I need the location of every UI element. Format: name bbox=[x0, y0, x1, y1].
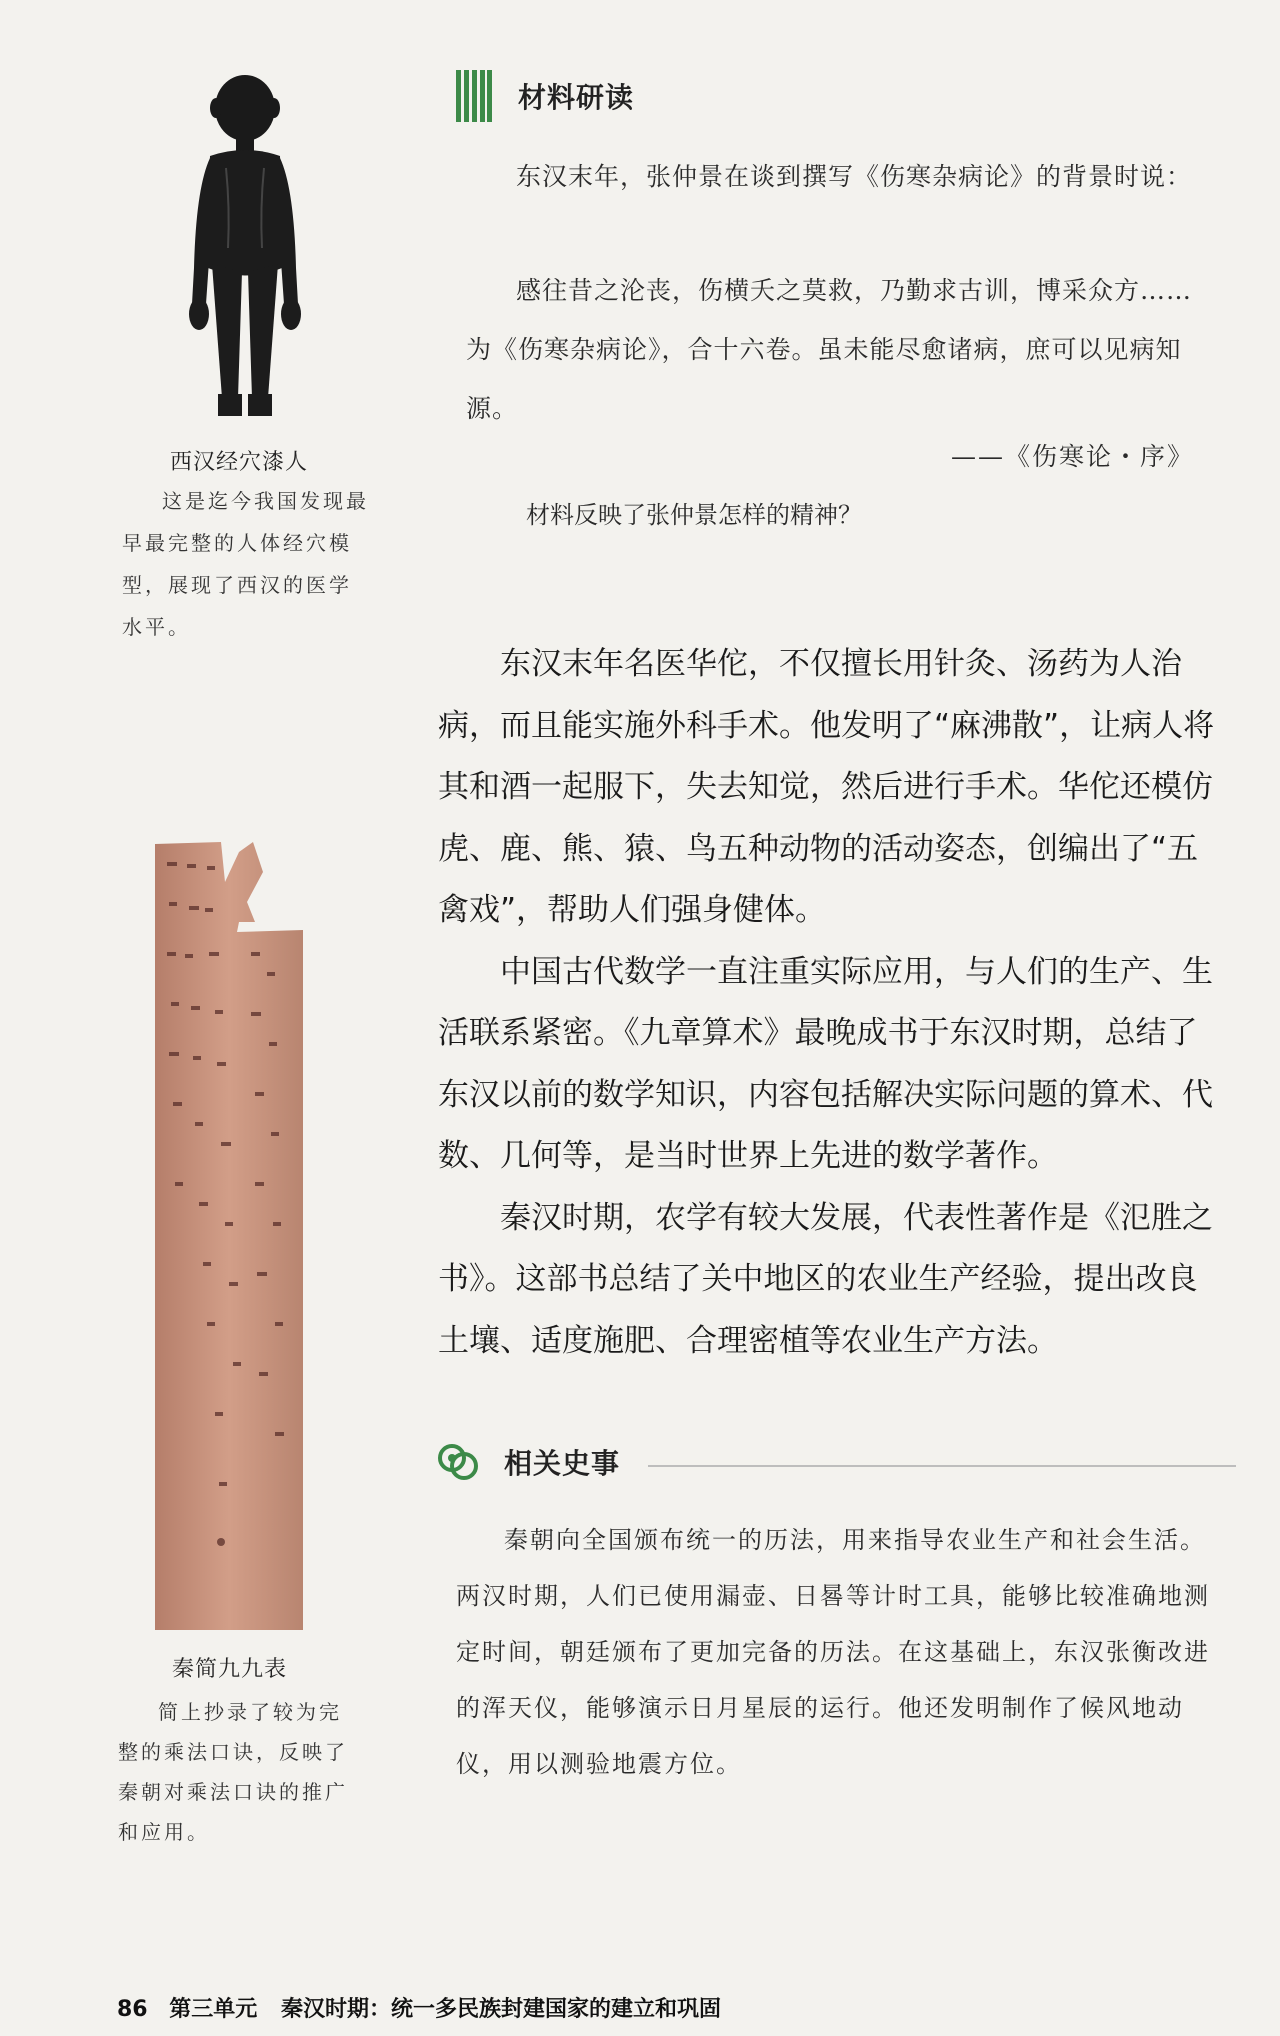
unit-label: 第三单元 bbox=[169, 1997, 258, 2022]
related-history-header bbox=[436, 1432, 1236, 1492]
figure-1-caption-body: 这是迄今我国发现最早最完整的人体经穴模型，展现了西汉的医学水平。 bbox=[122, 489, 369, 639]
unit-title: 秦汉时期：统一多民族封建国家的建立和巩固 bbox=[280, 1997, 721, 2022]
figure-1-caption-title: 西汉经穴漆人 bbox=[170, 450, 309, 475]
related-history-body bbox=[456, 1512, 1212, 1792]
material-reading-header bbox=[456, 70, 634, 122]
related-history-title: 相关史事 bbox=[504, 1447, 621, 1480]
page-number: 86 bbox=[117, 1997, 148, 2022]
paragraph-agriculture: 秦汉时期，农学有较大发展，代表性著作是《氾胜之书》。这部书总结了关中地区的农业生产经验，提出改良土壤、适度施肥、合理密植等农业生产方法。 bbox=[438, 1199, 1213, 1359]
acupuncture-figure-image bbox=[170, 68, 320, 440]
main-body bbox=[438, 634, 1218, 1372]
material-question: 材料反映了张仲景怎样的精神？ bbox=[526, 501, 862, 529]
bamboo-slip-image bbox=[155, 842, 303, 1630]
material-reading-title: 材料研读 bbox=[518, 81, 635, 114]
paragraph-huatuo: 东汉末年名医华佗，不仅擅长用针灸、汤药为人治病，而且能实施外科手术。他发明了“麻沸散”，让病人将其和酒一起服下，失去知觉，然后进行手术。华佗还模仿虎、鹿、熊、猿、鸟五种动物的活动姿态，创编出了“五禽戏”，帮助人们强身健体。 bbox=[438, 646, 1215, 928]
green-bars-icon bbox=[456, 70, 492, 122]
figure-2-caption-title: 秦简九九表 bbox=[172, 1657, 288, 1682]
paragraph-math: 中国古代数学一直注重实际应用，与人们的生产、生活联系紧密。《九章算术》最晚成书于东汉时期，总结了东汉以前的数学知识，内容包括解决实际问题的算术、代数、几何等，是当时世界上先进的数学著作。 bbox=[438, 953, 1213, 1174]
page-footer bbox=[117, 1992, 721, 2023]
related-history-text: 秦朝向全国颁布统一的历法，用来指导农业生产和社会生活。两汉时期，人们已使用漏壶、日晷等计时工具，能够比较准确地测定时间，朝廷颁布了更加完备的历法。在这基础上，东汉张衡改进的浑天仪，能够演示日月星辰的运行。他还发明制作了候风地动仪，用以测验地震方位。 bbox=[456, 1526, 1210, 1778]
header-divider bbox=[648, 1465, 1236, 1467]
swirl-icon bbox=[436, 1440, 480, 1484]
material-intro: 东汉末年，张仲景在谈到撰写《伤寒杂病论》的背景时说： bbox=[516, 162, 1193, 191]
material-quote: 感往昔之沦丧，伤横夭之莫救，乃勤求古训，博采众方……为《伤寒杂病论》，合十六卷。虽未能尽愈诸病，庶可以见病知源。 bbox=[466, 276, 1193, 423]
material-source: ——《伤寒论・序》 bbox=[950, 442, 1194, 471]
figure-2-caption-body: 简上抄录了较为完整的乘法口诀，反映了秦朝对乘法口诀的推广和应用。 bbox=[118, 1700, 348, 1844]
